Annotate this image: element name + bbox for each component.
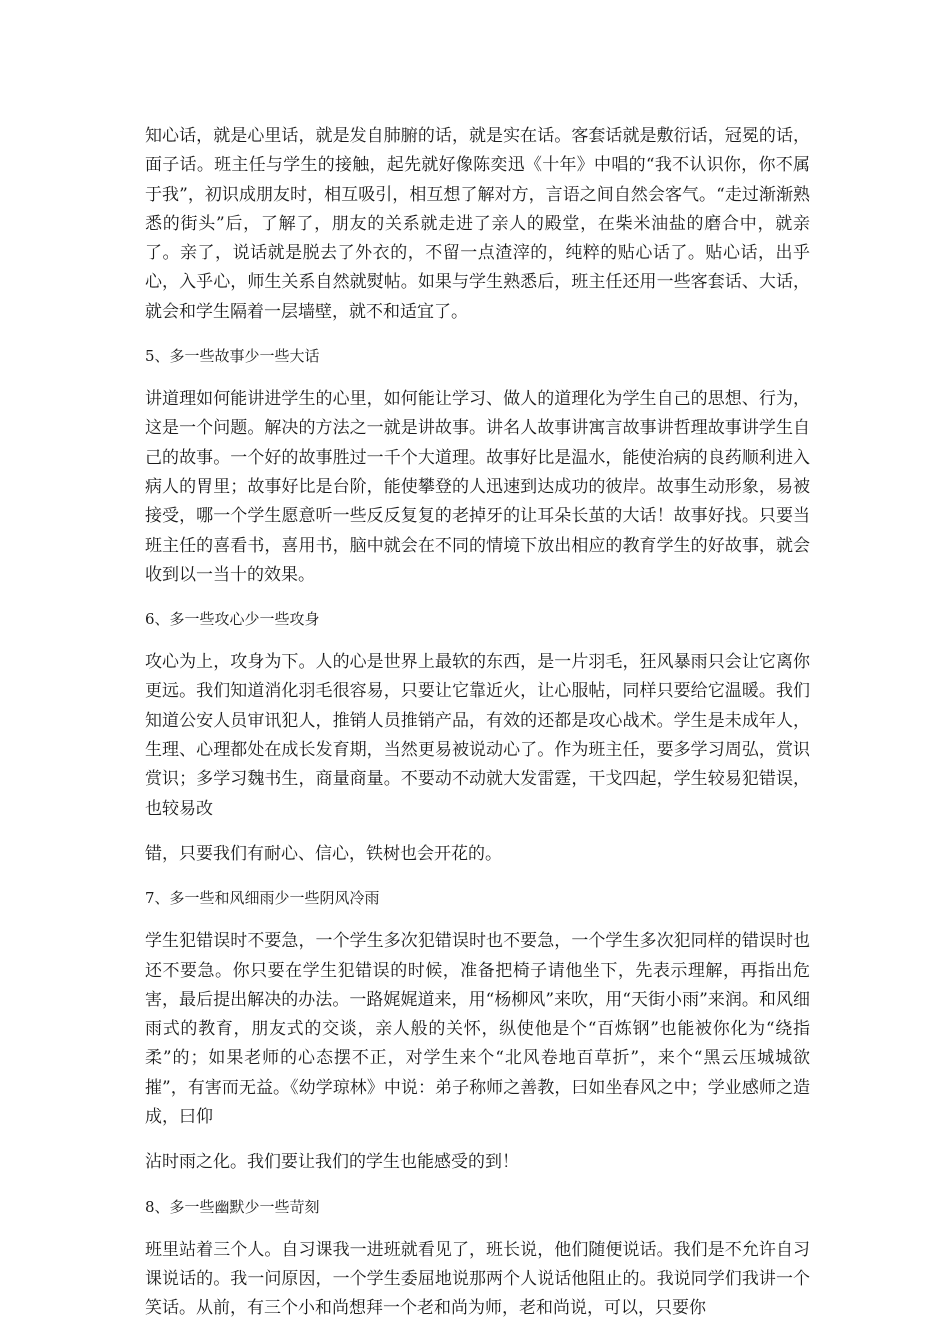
paragraph-stories: 讲道理如何能讲进学生的心里，如何能让学习、做人的道理化为学生自己的思想、行为，这是一个问题。解决的方法之一就是讲故事。讲名人故事讲寓言故事讲哲理故事讲学生自己的故事。一个好的故事胜过一千个大道理。故事好比是温水，能使治病的良药顺利进入病人的胃里；故事好比是台阶，能使攀登的人迅速到达成功的彼岸。故事生动形象，易被接受，哪一个学生愿意听一些反反复复的老掉牙的让耳朵长茧的大话！故事好找。只要当班主任的喜看书，喜用书，脑中就会在不同的情境下放出相应的教育学生的好故事，就会收到以一当十的效果。: [145, 389, 810, 585]
paragraph-intimate-talk: 知心话，就是心里话，就是发自肺腑的话，就是实在话。客套话就是敷衍话，冠冕的话，面子话。班主任与学生的接触，起先就好像陈奕迅《十年》中唱的“我不认识你，你不属于我”，初识成朋友时，相互吸引，相互想了解对方，言语之间自然会客气。“走过渐渐熟悉的街头”后，了解了，朋友的关系就走进了亲人的殿堂，在柴米油盐的磨合中，就亲了。亲了，说话就是脱去了外衣的，不留一点渣滓的，纯粹的贴心话了。贴心话，出乎心，入乎心，师生关系自然就熨帖。如果与学生熟悉后，班主任还用一些客套话、大话，就会和学生隔着一层墙壁，就不和适宜了。: [145, 126, 810, 322]
section-heading-6: 6、多一些攻心少一些攻身: [145, 610, 320, 629]
paragraph-win-hearts-cont: 错，只要我们有耐心、信心，铁树也会开花的。: [145, 843, 502, 864]
section-heading-8: 8、多一些幽默少一些苛刻: [145, 1197, 320, 1216]
paragraph-humor: 班里站着三个人。自习课我一进班就看见了，班长说，他们随便说话。我们是不允许自习课说话的。我一问原因，一个学生委屈地说那两个人说话他阻止的。我说同学们我讲一个笑话。从前，有三个小和尚想拜一个老和尚为师，老和尚说，可以，只要你: [145, 1239, 810, 1319]
paragraph-win-hearts: 攻心为上，攻身为下。人的心是世界上最软的东西，是一片羽毛，狂风暴雨只会让它离你更远。我们知道消化羽毛很容易，只要让它靠近火，让心服帖，同样只要给它温暖。我们知道公安人员审讯犯人，推销人员推销产品，有效的还都是攻心战术。学生是未成年人，生理、心理都处在成长发育期，当然更易被说动心了。作为班主任，要多学习周弘，赏识赏识；多学习魏书生，商量商量。不要动不动就大发雷霆，干戈四起，学生较易犯错误，也较易改: [145, 652, 810, 819]
section-heading-7: 7、多一些和风细雨少一些阴风冷雨: [145, 889, 380, 908]
paragraph-gentle-breeze: 学生犯错误时不要急，一个学生多次犯错误时也不要急，一个学生多次犯同样的错误时也还不要急。你只要在学生犯错误的时候，准备把椅子请他坐下，先表示理解，再指出危害，最后提出解决的办法。一路娓娓道来，用“杨柳风”来吹，用“天街小雨”来润。和风细雨式的教育，朋友式的交谈，亲人般的关怀，纵使他是个“百炼钢”也能被你化为“绕指柔”的；如果老师的心态摆不正，对学生来个“北风卷地百草折”，来个“黑云压城城欲摧”，有害而无益。《幼学琼林》中说：弟子称师之善教，曰如坐春风之中；学业感师之造成，曰仰: [145, 931, 810, 1128]
paragraph-gentle-breeze-cont: 沾时雨之化。我们要让我们的学生也能感受的到！: [145, 1152, 519, 1173]
document-body: [145, 122, 810, 1340]
section-heading-5: 5、多一些故事少一些大话: [145, 347, 320, 366]
